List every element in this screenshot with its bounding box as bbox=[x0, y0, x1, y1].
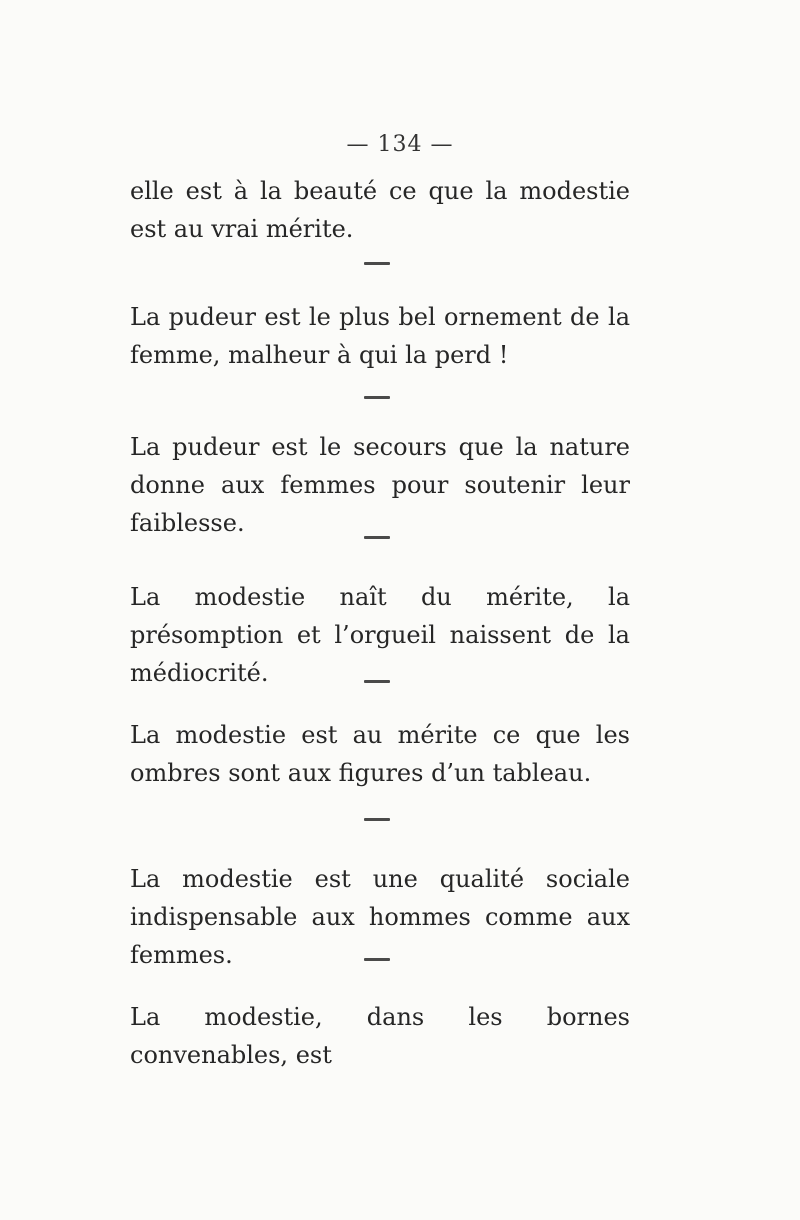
separator-dash bbox=[364, 536, 390, 539]
separator-dash bbox=[364, 680, 390, 683]
separator-dash bbox=[364, 958, 390, 961]
paragraph-7: La modestie, dans les bornes convenables, est bbox=[130, 1003, 630, 1069]
page-number: — 134 — bbox=[346, 132, 454, 157]
paragraph-4: La modestie naît du mérite, la présomption et l’orgueil naissent de la médiocrité. bbox=[130, 583, 630, 687]
paragraph-6: La modestie est une qualité sociale indispensable aux hommes comme aux femmes. bbox=[130, 865, 630, 969]
paragraph-3: La pudeur est le secours que la nature donne aux femmes pour soutenir leur faiblesse. bbox=[130, 433, 630, 537]
paragraph-5: La modestie est au mérite ce que les ombres sont aux figures d’un tableau. bbox=[130, 721, 630, 787]
paragraph-2: La pudeur est le plus bel ornement de la femme, malheur à qui la perd ! bbox=[130, 303, 630, 369]
separator-dash bbox=[364, 818, 390, 821]
separator-dash bbox=[364, 262, 390, 265]
separator-dash bbox=[364, 396, 390, 399]
paragraph-1: elle est à la beauté ce que la modestie est au vrai mérite. bbox=[130, 177, 630, 243]
